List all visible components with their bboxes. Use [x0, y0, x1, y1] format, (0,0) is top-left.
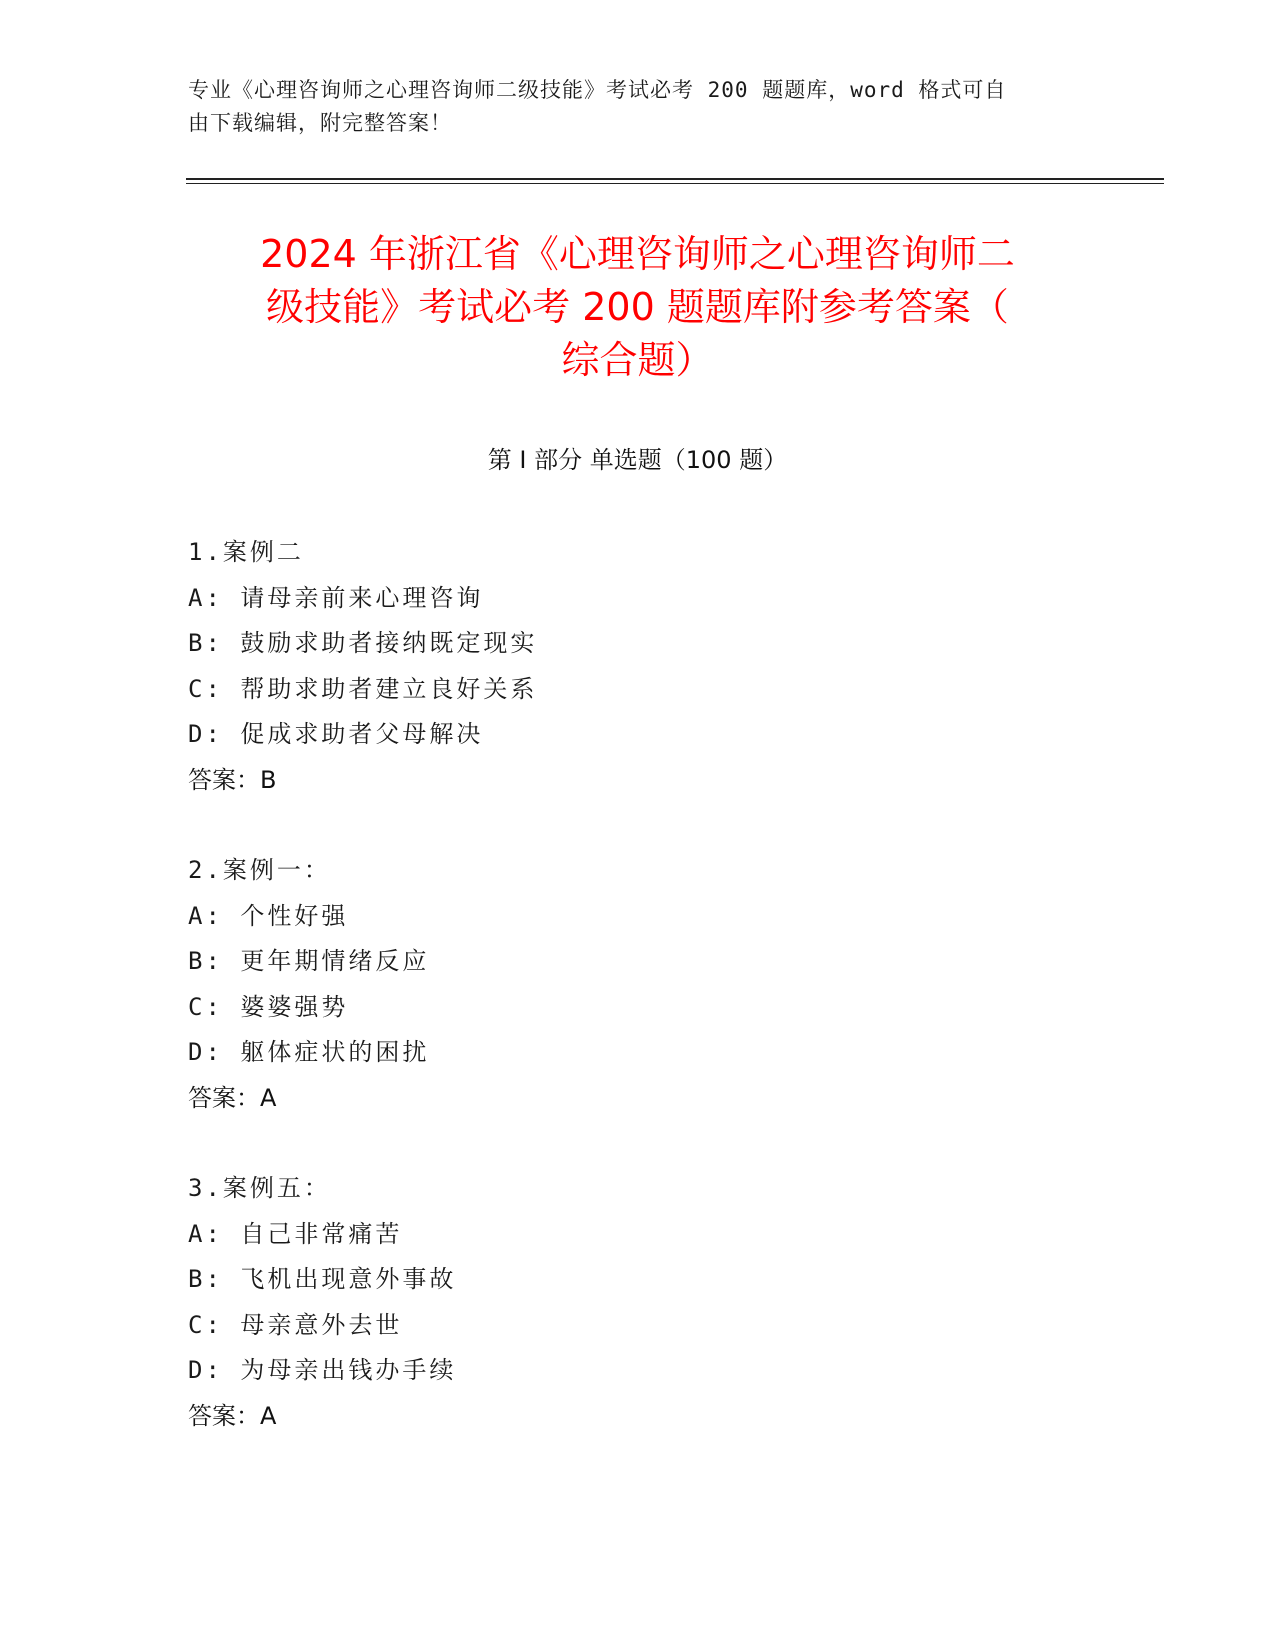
- document-title-line-2: 级技能》考试必考 200 题题库附参考答案（: [266, 285, 1009, 329]
- question-item: [188, 848, 1088, 1121]
- document-title-line-1: 2024 年浙江省《心理咨询师之心理咨询师二: [260, 232, 1015, 276]
- question-stem: 3.案例五：: [188, 1174, 331, 1202]
- option-c: C: 婆婆强势: [188, 992, 349, 1021]
- answer: 答案：A: [188, 1401, 277, 1430]
- option-d: D: 为母亲出钱办手续: [188, 1356, 457, 1384]
- option-b: B: 飞机出现意外事故: [188, 1265, 457, 1293]
- header-note-line-1: 专业《心理咨询师之心理咨询师二级技能》考试必考 200 题题库，word 格式可自: [188, 78, 1007, 102]
- header-divider-thick: [186, 178, 1164, 180]
- header-divider-thin: [186, 183, 1164, 184]
- option-c: C: 帮助求助者建立良好关系: [188, 674, 538, 703]
- option-d: D: 躯体症状的困扰: [188, 1038, 430, 1066]
- question-stem: 2.案例一：: [188, 856, 331, 884]
- header-note-line-2: 由下载编辑，附完整答案！: [188, 111, 452, 135]
- question-stem: 1.案例二: [188, 538, 304, 566]
- option-c: C: 母亲意外去世: [188, 1310, 403, 1339]
- document-title-line-3: 综合题）: [561, 338, 714, 382]
- answer: 答案：A: [188, 1083, 277, 1112]
- question-list: [188, 530, 1088, 1484]
- option-a: A: 自己非常痛苦: [188, 1219, 403, 1248]
- question-item: [188, 530, 1088, 803]
- option-b: B: 更年期情绪反应: [188, 947, 430, 975]
- answer: 答案：B: [188, 765, 277, 794]
- document-header-note: [188, 74, 1088, 140]
- section-heading: 第 I 部分 单选题（100 题）: [487, 446, 788, 474]
- question-item: [188, 1166, 1088, 1439]
- option-a: A: 个性好强: [188, 901, 349, 930]
- option-b: B: 鼓励求助者接纳既定现实: [188, 629, 538, 657]
- option-d: D: 促成求助者父母解决: [188, 720, 484, 748]
- option-a: A: 请母亲前来心理咨询: [188, 583, 484, 612]
- document-title: [160, 228, 1115, 387]
